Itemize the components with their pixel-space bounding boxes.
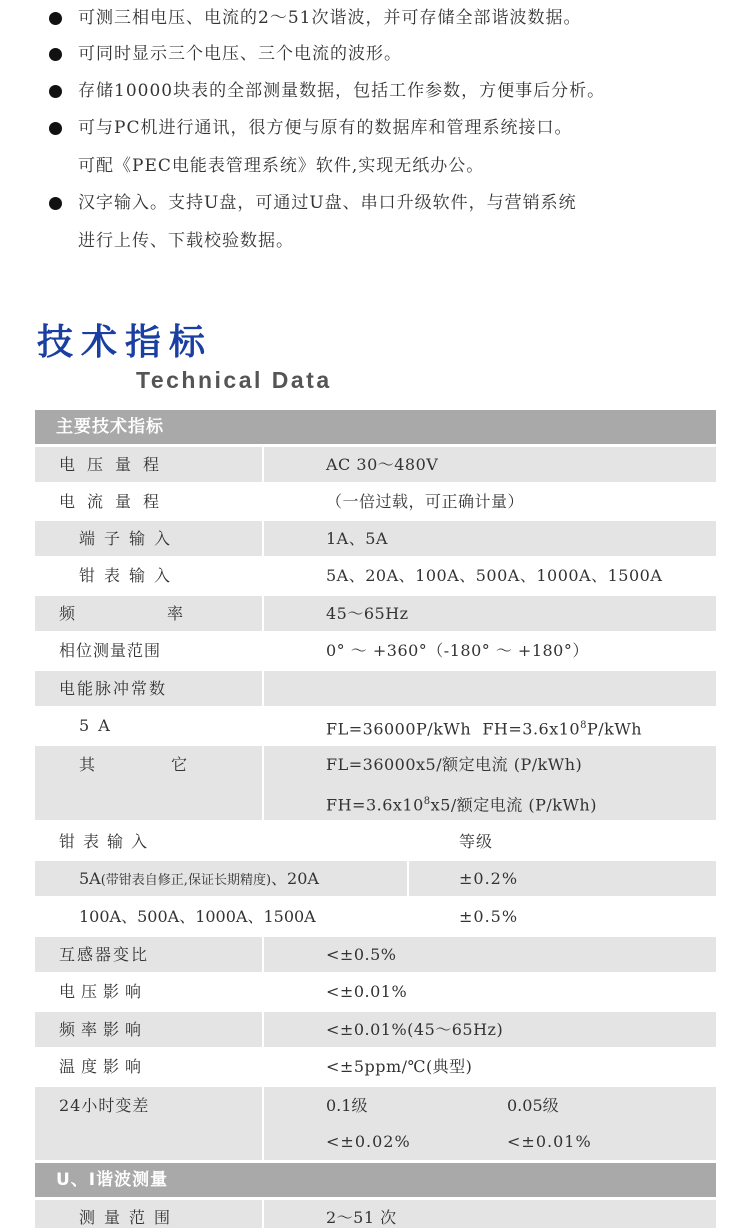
section-header-label: U、I谐波测量 xyxy=(56,1170,169,1190)
table-section-header xyxy=(35,1163,716,1197)
row-label: 电能脉冲常数 xyxy=(59,679,168,698)
table-row xyxy=(35,974,716,1009)
row-label: 100A、500A、1000A、1500A xyxy=(79,907,316,926)
table-row xyxy=(35,447,716,482)
section-header-label: 主要技术指标 xyxy=(56,417,164,437)
row-label: 电流量程 xyxy=(59,492,172,511)
table-section-header xyxy=(35,410,716,444)
row-value: FL=36000x5/额定电流 (P/kWh) $FH=3.6x10^8x5/$额定电流 (P/kWh) xyxy=(326,755,597,815)
feature-text: 汉字输入。支持U盘，可通过U盘、串口升级软件，与营销系统 xyxy=(78,193,577,213)
table-row xyxy=(35,521,716,556)
row-value: <±0.5% xyxy=(326,945,397,964)
table-row xyxy=(35,671,716,706)
row-label: 温度影响 xyxy=(59,1057,148,1076)
row-label: 钳表输入 xyxy=(79,566,180,585)
row-label: 测量范围 xyxy=(79,1208,180,1227)
row-value: <±0.01%(45～65Hz) xyxy=(326,1020,504,1039)
row-value: ±0.5% xyxy=(459,907,519,926)
feature-text: 可配《PEC电能表管理系统》软件,实现无纸办公。 xyxy=(78,156,485,176)
feature-text: 可测三相电压、电流的2～51次谐波，并可存储全部谐波数据。 xyxy=(78,8,582,28)
table-row xyxy=(35,1049,716,1084)
row-value: AC 30～480V xyxy=(326,455,439,474)
bullet-dot-icon xyxy=(49,12,62,25)
row-value: 5A、20A、100A、500A、1000A、1500A xyxy=(326,566,663,585)
row-value: FL=36000P/kWh $FH=3.6x10^8P$/kWh xyxy=(326,719,643,739)
table-row xyxy=(35,1012,716,1047)
bullet-dot-icon xyxy=(49,48,62,61)
section-subtitle: Technical Data xyxy=(136,367,332,393)
bullet-dot-icon xyxy=(49,122,62,135)
row-value: <±5ppm/℃(典型) xyxy=(326,1057,473,1076)
row-label: 5 A xyxy=(79,716,112,735)
table-row xyxy=(35,937,716,972)
grade-header: 等级 xyxy=(459,832,494,851)
row-label: 频率 xyxy=(59,604,183,623)
row-value: （一倍过载，可正确计量） xyxy=(326,492,525,511)
feature-text: 存储10000块表的全部测量数据，包括工作参数，方便事后分析。 xyxy=(78,81,606,101)
row-label: 钳表输入 xyxy=(59,832,156,851)
row-label: 电压量程 xyxy=(59,455,172,474)
table-row xyxy=(35,746,716,820)
table-row xyxy=(35,708,716,743)
table-row xyxy=(35,484,716,519)
row-label: 5A(带钳表自修正,保证长期精度)、20A xyxy=(79,869,319,888)
row-value: 0° ～ +360°（-180° ～ +180°） xyxy=(326,641,589,660)
table-row xyxy=(35,596,716,631)
row-value: ±0.2% xyxy=(459,869,519,888)
feature-text: 可与PC机进行通讯，很方便与原有的数据库和管理系统接口。 xyxy=(78,118,573,138)
grade-1: 0.1级 xyxy=(326,1096,368,1115)
value-2: <±0.01% xyxy=(507,1132,592,1151)
table-row xyxy=(35,558,716,593)
row-label: 端子输入 xyxy=(79,529,180,548)
row-value: <±0.01% xyxy=(326,982,408,1001)
row-label: 电压影响 xyxy=(59,982,148,1001)
section-title: 技术指标 xyxy=(37,322,214,363)
row-value: 45～65Hz xyxy=(326,604,409,623)
row-value xyxy=(264,671,716,706)
row-value: 2～51 次 xyxy=(326,1208,397,1227)
feature-text: 可同时显示三个电压、三个电流的波形。 xyxy=(78,44,402,64)
row-label: 其它 xyxy=(79,755,187,774)
table-row xyxy=(35,899,716,934)
bullet-dot-icon xyxy=(49,197,62,210)
table-row xyxy=(35,1087,716,1160)
value-1: <±0.02% xyxy=(326,1132,411,1151)
table-row xyxy=(35,1200,716,1228)
table-row xyxy=(35,861,716,896)
table-row xyxy=(35,633,716,668)
table-row xyxy=(35,824,716,859)
row-label: 频率影响 xyxy=(59,1020,148,1039)
feature-text: 进行上传、下载校验数据。 xyxy=(78,231,294,251)
row-label: 24小时变差 xyxy=(59,1096,150,1115)
row-label: 互感器变比 xyxy=(59,945,150,964)
row-label: 相位测量范围 xyxy=(59,641,162,660)
grade-2: 0.05级 xyxy=(507,1096,559,1115)
bullet-dot-icon xyxy=(49,85,62,98)
row-value: 1A、5A xyxy=(326,529,388,548)
